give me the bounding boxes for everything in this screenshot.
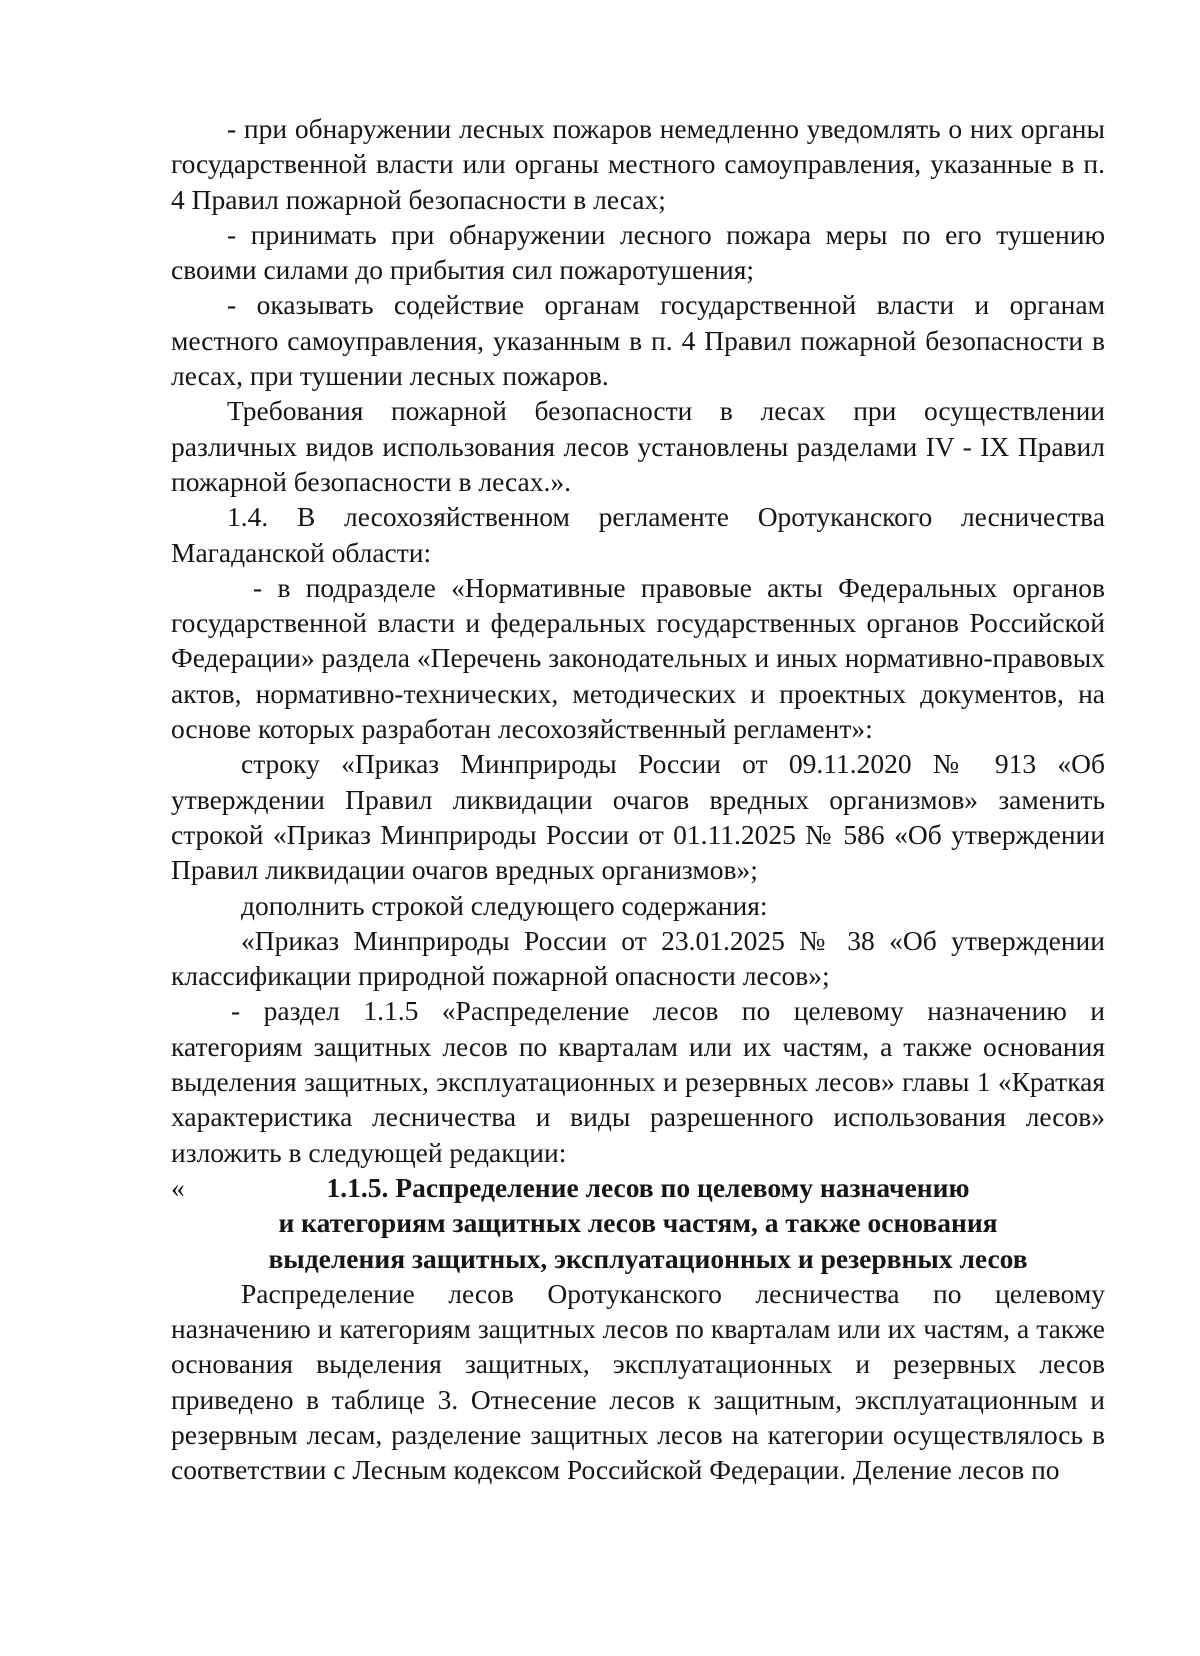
heading-line-1: 1.1.5. Распределение лесов по целевому назначению bbox=[326, 1171, 970, 1203]
paragraph-add-line: дополнить строкой следующего содержания: bbox=[241, 889, 768, 921]
paragraph-extinguish-fires: - принимать при обнаружении лесного пожара меры по его тушению своими силами до прибытия сил пожаротушения; bbox=[171, 218, 1105, 286]
heading-line-2: и категориям защитных лесов частям, а также основания bbox=[278, 1207, 998, 1239]
paragraph-assist-authorities: - оказывать содействие органам государственной власти и органам местного самоуправления, указанным в п. 4 Правил пожарной безопасности в лесах, при тушении лесных пожаров. bbox=[171, 289, 1105, 392]
paragraph-new-order: «Приказ Минприроды России от 23.01.2025 № 38 «Об утверждении классификации природной пожарной опасности лесов»; bbox=[171, 924, 1105, 992]
paragraph-forest-distribution: Распределение лесов Оротуканского лесничества по целевому назначению и категориям защитных лесов по кварталам или их частям, а также основания выделения защитных, эксплуатационных и резервных лесов приведено в таблице 3. Отнесение лесов к защитным, эксплуатационным и резервным лесам, разделение защитных лесов на категории осуществлялось в соответствии с Лесным кодексом Российской Федерации. Деление лесов по bbox=[171, 1277, 1105, 1486]
heading-line-3: выделения защитных, эксплуатационных и резервных лесов bbox=[268, 1242, 1028, 1274]
paragraph-normative-acts-subsection: - в подразделе «Нормативные правовые акты Федеральных органов государственной власти и федеральных государственных органов Российской Федерации» раздела «Перечень законодательных и иных нормативно-правовых актов, нормативно-технических, методических и проектных документов, на основе которых разработан лесохозяйственный регламент»: bbox=[171, 571, 1105, 745]
paragraph-fire-safety-requirements: Требования пожарной безопасности в лесах при осуществлении различных видов использования лесов установлены разделами IV - IX Правил пожарной безопасности в лесах.». bbox=[171, 395, 1105, 497]
section-heading bbox=[171, 1170, 1105, 1276]
paragraph-notify-fires: - при обнаружении лесных пожаров немедленно уведомлять о них органы государственной власти или органы местного самоуправления, указанные в п. 4 Правил пожарной безопасности в лесах; bbox=[171, 113, 1105, 215]
paragraph-replace-line: строку «Приказ Минприроды России от 09.11.2020 № 913 «Об утверждении Правил ликвидации очагов вредных организмов» заменить строкой «Приказ Минприроды России от 01.11.2025 № 586 «Об утверждении Правил ликвидации очагов вредных организмов»; bbox=[171, 748, 1105, 886]
paragraph-section-1-4: 1.4. В лесохозяйственном регламенте Оротуканского лесничества Магаданской области: bbox=[171, 501, 1105, 568]
heading-open-quote: « bbox=[171, 1171, 185, 1203]
paragraph-section-1-1-5-revision: - раздел 1.1.5 «Распределение лесов по целевому назначению и категориям защитных лесов по кварталам или их частям, а также основания выделения защитных, эксплуатационных и резервных лесов» главы 1 «Краткая характеристика лесничества и виды разрешенного использования лесов» изложить в следующей редакции: bbox=[171, 995, 1105, 1168]
document-body bbox=[171, 111, 1105, 1488]
